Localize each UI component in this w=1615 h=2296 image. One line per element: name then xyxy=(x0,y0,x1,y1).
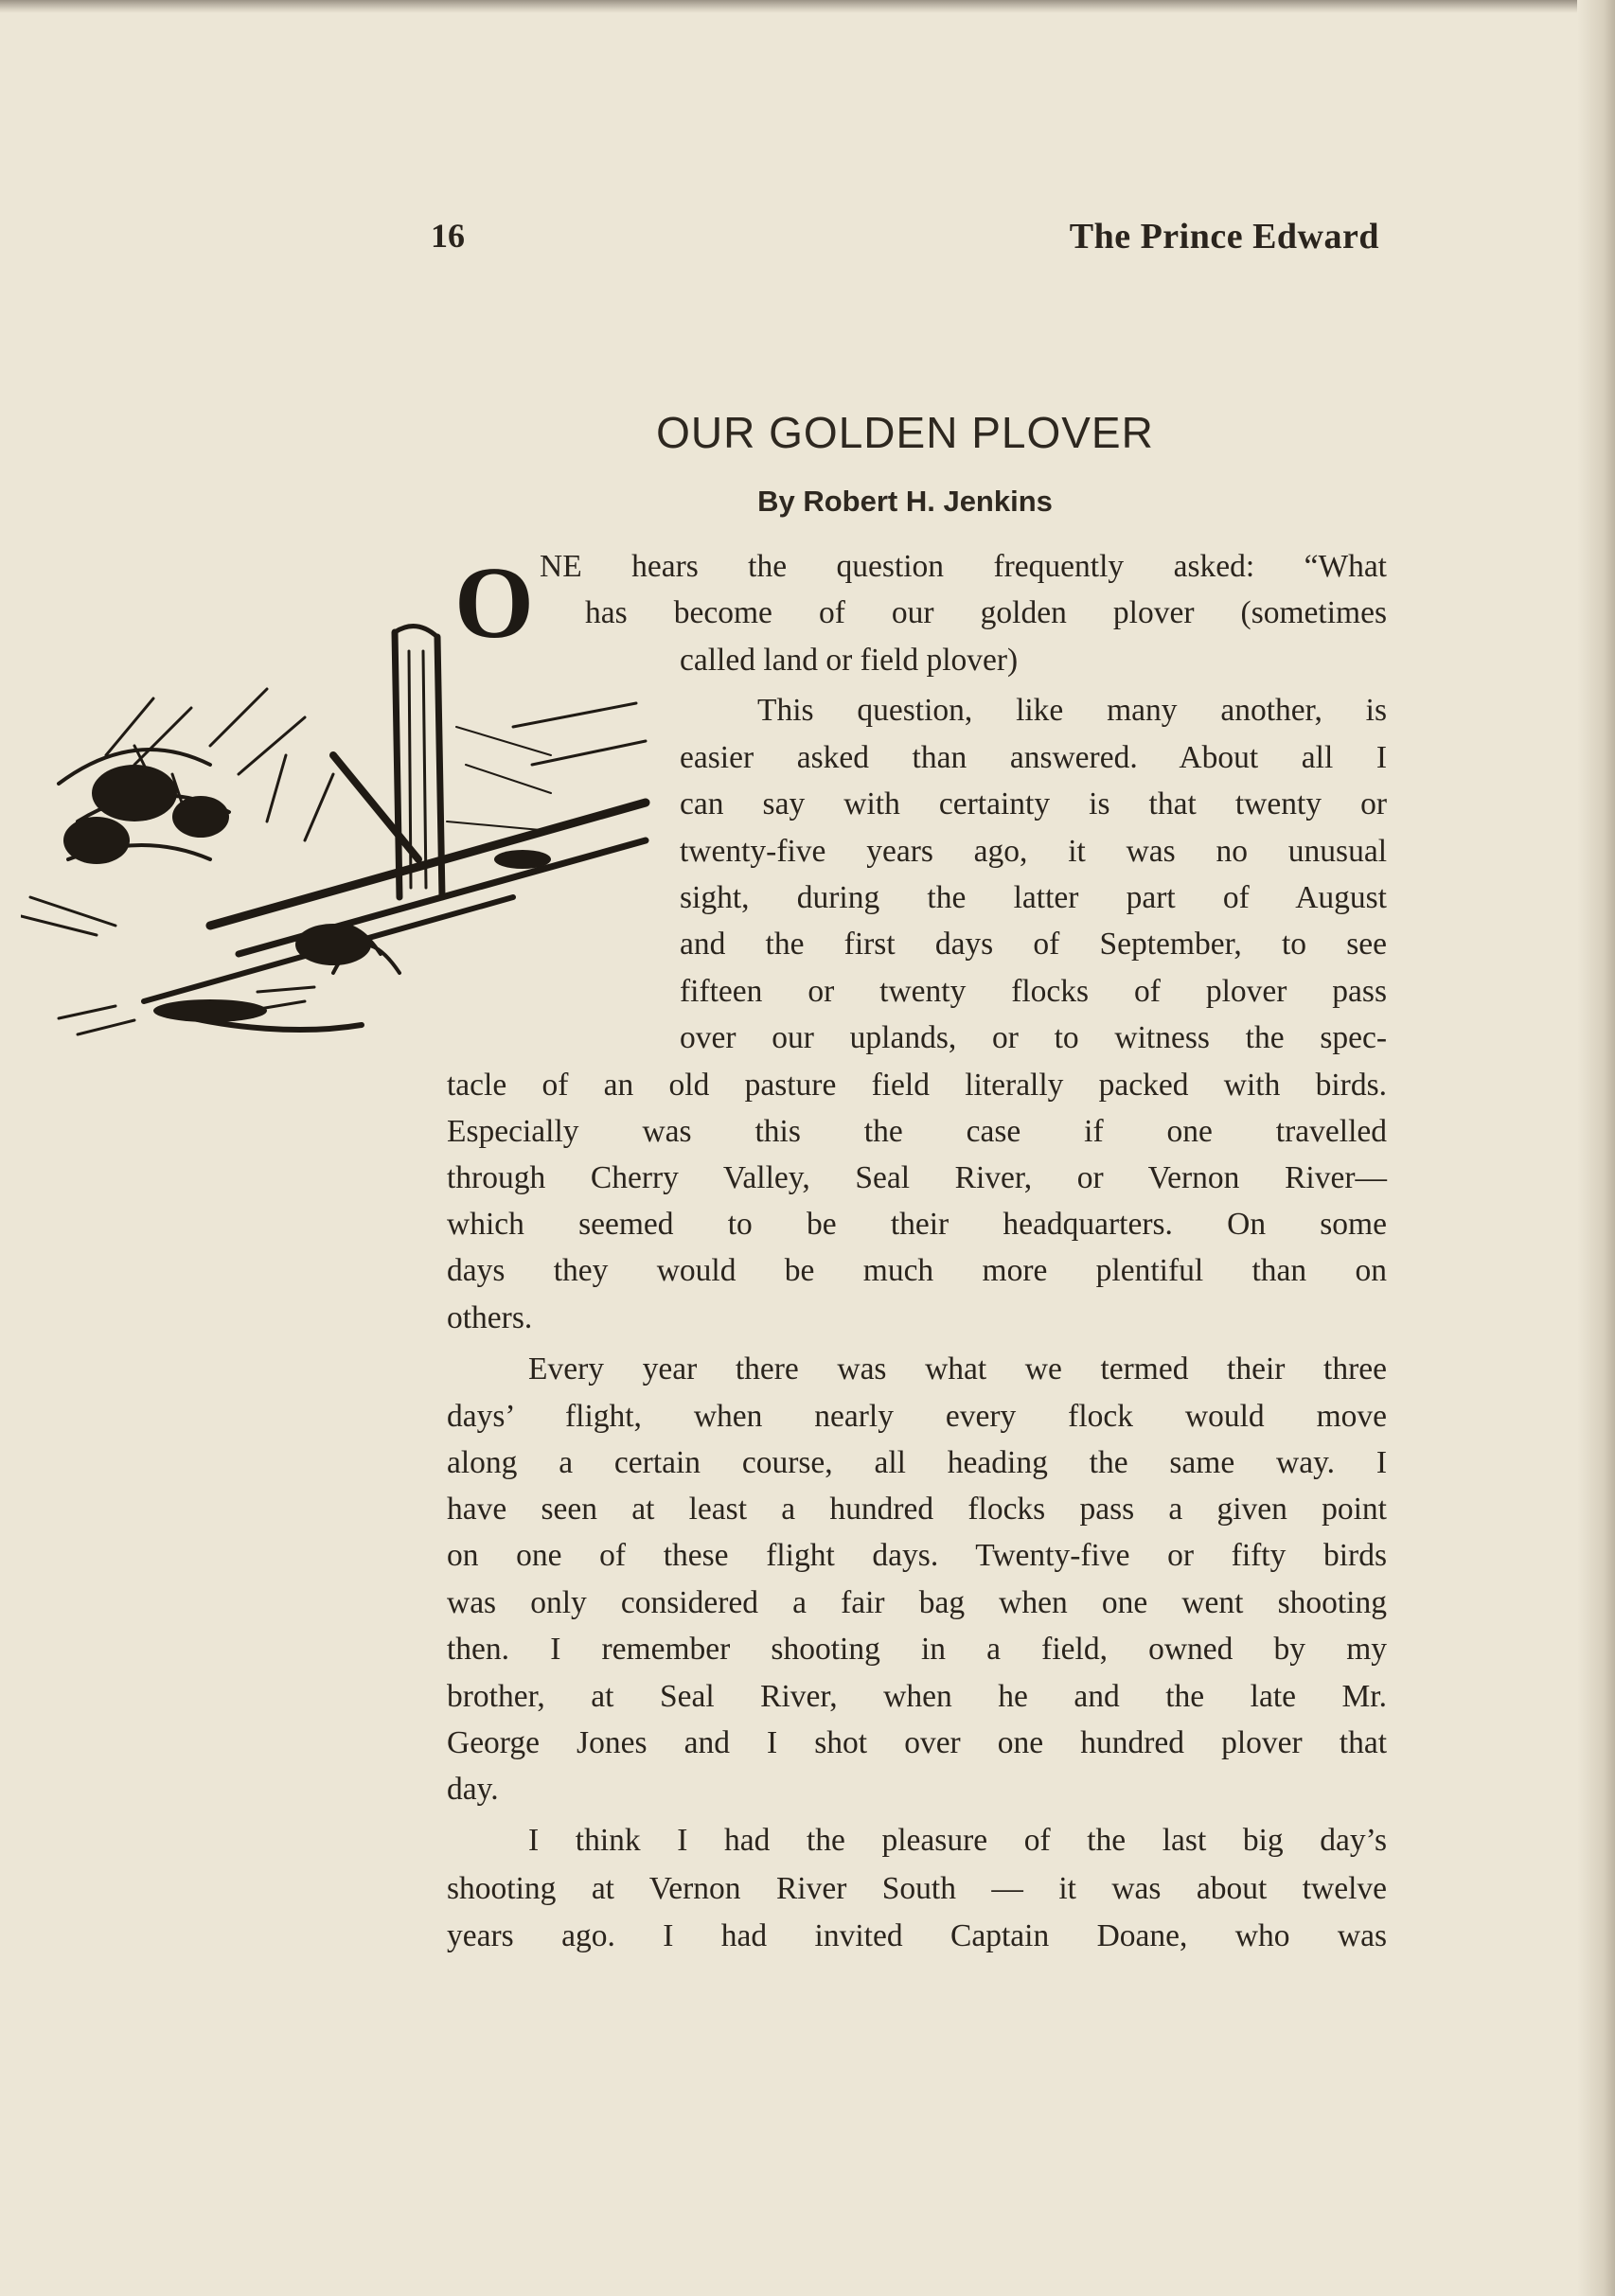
fence-post-illustration xyxy=(21,613,674,1066)
body-line: on one of these flight days. Twenty-five or fifty birds xyxy=(447,1538,1387,1573)
body-line: I think I had the pleasure of the last big day’s xyxy=(528,1823,1387,1858)
body-line: was only considered a fair bag when one went shooting xyxy=(447,1585,1387,1620)
body-line: days’ flight, when nearly every flock would move xyxy=(447,1399,1387,1434)
article-title: OUR GOLDEN PLOVER xyxy=(656,408,1154,457)
body-line: others. xyxy=(447,1300,533,1335)
page-edge-top xyxy=(0,0,1615,13)
body-line: over our uplands, or to witness the spec- xyxy=(680,1020,1387,1055)
body-line: which seemed to be their headquarters. On some xyxy=(447,1207,1387,1242)
body-line: have seen at least a hundred flocks pass a given point xyxy=(447,1492,1387,1527)
body-line: and the first days of September, to see xyxy=(680,927,1387,962)
body-line: days they would be much more plentiful than on xyxy=(447,1253,1387,1288)
body-line: easier asked than answered. About all I xyxy=(680,740,1387,775)
body-line: through Cherry Valley, Seal River, or Vernon River— xyxy=(447,1160,1387,1195)
body-line: brother, at Seal River, when he and the late Mr. xyxy=(447,1679,1387,1714)
body-line: shooting at Vernon River South — it was about twelve xyxy=(447,1871,1387,1906)
body-line: Especially was this the case if one travelled xyxy=(447,1114,1387,1149)
body-line: then. I remember shooting in a field, owned by my xyxy=(447,1632,1387,1667)
body-line: twenty-five years ago, it was no unusual xyxy=(680,834,1387,869)
body-line: can say with certainty is that twenty or xyxy=(680,786,1387,821)
body-line: George Jones and I shot over one hundred plover that xyxy=(447,1725,1387,1760)
body-line: tacle of an old pasture field literally packed with birds. xyxy=(447,1068,1387,1103)
body-line: Every year there was what we termed their three xyxy=(528,1351,1387,1386)
body-line: sight, during the latter part of August xyxy=(680,880,1387,915)
body-line: fifteen or twenty flocks of plover pass xyxy=(680,974,1387,1009)
body-line: has become of our golden plover (sometimes xyxy=(585,595,1387,630)
body-line: years ago. I had invited Captain Doane, who was xyxy=(447,1918,1387,1953)
drop-cap: O xyxy=(454,547,535,660)
page-edge-right xyxy=(1577,0,1615,2296)
body-line: called land or field plover) xyxy=(680,643,1019,678)
page-header xyxy=(431,216,1379,263)
article-byline: By Robert H. Jenkins xyxy=(757,485,1053,518)
page-number: 16 xyxy=(431,217,465,255)
body-line: along a certain course, all heading the same way. I xyxy=(447,1445,1387,1480)
body-line: This question, like many another, is xyxy=(757,693,1387,728)
running-head: The Prince Edward xyxy=(1069,217,1379,256)
body-line: NE hears the question frequently asked: “What xyxy=(540,549,1387,584)
body-line: day. xyxy=(447,1772,499,1807)
